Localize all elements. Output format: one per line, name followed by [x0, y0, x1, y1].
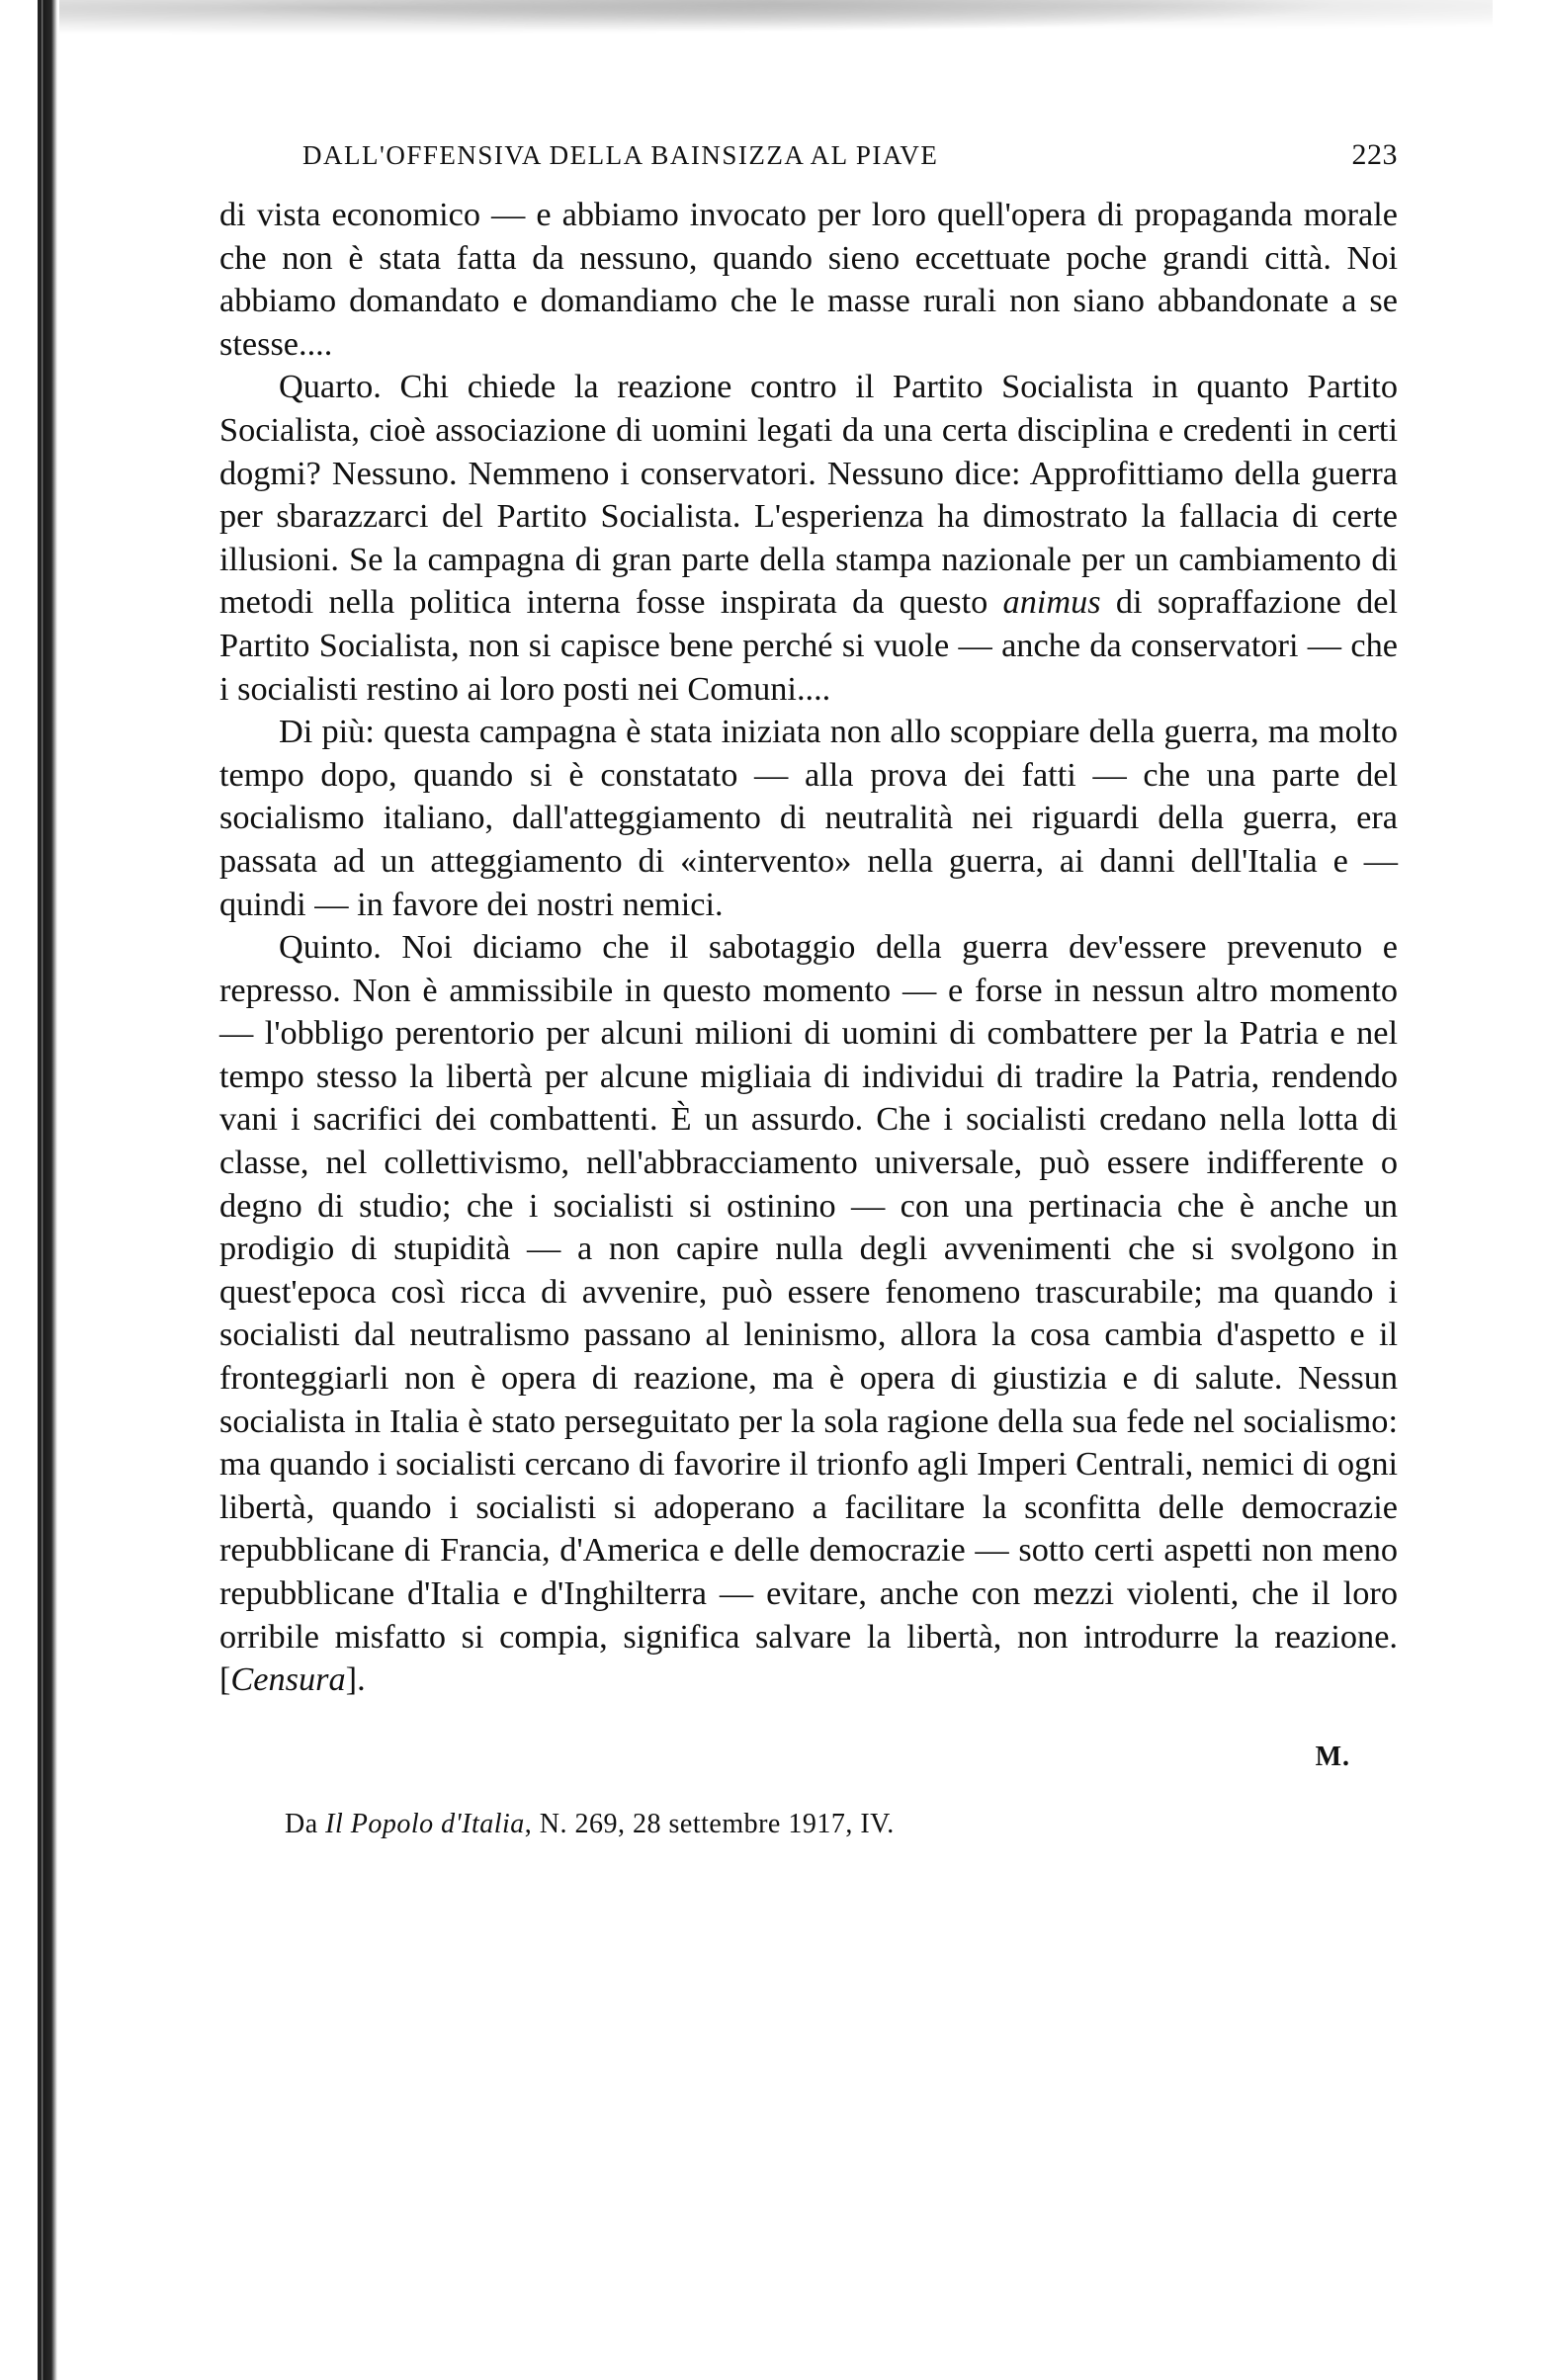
paragraph	[219, 194, 1398, 366]
running-head-title: DALL'OFFENSIVA DELLA BAINSIZZA AL PIAVE	[302, 140, 939, 170]
italic-text: Censura	[230, 1660, 346, 1699]
paragraph-text: di vista economico — e abbiamo invocato per loro quell'opera di propaganda morale che non è stata fatta da nessuno, quando sieno eccettuate poche grandi città. Noi abbiamo domandato e domandiamo che le masse rurali non siano abbandonate a se stesse....	[219, 196, 1398, 363]
paragraph	[219, 366, 1398, 711]
paragraph	[219, 711, 1398, 926]
paragraph-text: Quarto. Chi chiede la reazione contro il Partito Socialista in quanto Partito Socialista, cioè associazione di uomini legati da una certa disciplina e credenti in certi dogmi? Nessuno. Nemmeno i conservatori. Nessuno dice: Approfittiamo della guerra per sbarazzarci del Partito Socialista. L'esperienza ha dimostrato la fallacia di certe illusioni. Se la campagna di gran parte della stampa nazionale per un cambiamento di metodi nella politica interna fosse inspirata da questo	[219, 368, 1398, 622]
body-text	[219, 194, 1398, 1702]
running-head	[219, 138, 1398, 172]
source-prefix: Da	[285, 1808, 318, 1839]
page-number: 223	[1351, 138, 1398, 171]
source-title: Il Popolo d'Italia	[325, 1808, 525, 1839]
italic-text: animus	[1002, 583, 1101, 622]
paragraph-text: Quinto. Noi diciamo che il sabotaggio della guerra dev'essere prevenuto e represso. Non è ammissibile in questo momento — e forse in nessun altro momento — l'obbligo perentorio per alcuni milioni di uomini di combattere per la Patria e nel tempo stesso la libertà per alcune migliaia di individui di tradire la Patria, rendendo vani i sacrifici dei combattenti. È un assurdo. Che i socialisti credano nella lotta di classe, nel collettivismo, nell'abbracciamento universale, può essere indifferente o degno di studio; che i socialisti si ostinino — con una pertinacia che è anche un prodigio di stupidità — a non capire nulla degli avvenimenti che si svolgono in quest'epoca così ricca di avvenire, può essere fenomeno trascurabile; ma quando i socialisti dal neutralismo passano al leninismo, allora la cosa cambia d'aspetto e il fronteggiarli non è opera di reazione, ma è opera di giustizia e di salute. Nessun socialista in Italia è stato perseguitato per la sola ragione della sua fede nel socialismo: ma quando i socialisti cercano di favorire il trionfo agli Imperi Centrali, nemici di ogni libertà, quando i socialisti si adoperano a facilitare la sconfitta delle democrazie repubblicane di Francia, d'America e delle democrazie — sotto certi aspetti non meno repubblicane d'Italia e d'Inghilterra — evitare, anche con mezzi violenti, che il loro orribile misfatto si compia, significa salvare la libertà, non introdurre la reazione. [	[219, 928, 1398, 1699]
scan-noise	[59, 0, 1493, 40]
paragraph-text: ].	[345, 1660, 366, 1699]
source-citation	[219, 1809, 1398, 1840]
source-details: , N. 269, 28 settembre 1917, IV.	[524, 1808, 895, 1839]
document-page	[219, 138, 1398, 1840]
page-binding-edge	[0, 0, 57, 2380]
binding-shadow-line	[38, 0, 42, 2380]
paragraph-text: di sopraffazione del Partito Socialista, non si capisce bene perché si vuole — anche da conservatori — che i socialisti restino ai loro posti nei Comuni....	[219, 583, 1398, 708]
paragraph	[219, 926, 1398, 1702]
signature: M.	[1315, 1741, 1350, 1772]
paragraph-text: Di più: questa campagna è stata iniziata non allo scoppiare della guerra, ma molto tempo dopo, quando si è constatato — alla prova dei fatti — che una parte del socialismo italiano, dall'atteggiamento di neutralità nei riguardi della guerra, era passata ad un atteggiamento di «intervento» nella guerra, ai danni dell'Italia e — quindi — in favore dei nostri nemici.	[219, 713, 1398, 923]
